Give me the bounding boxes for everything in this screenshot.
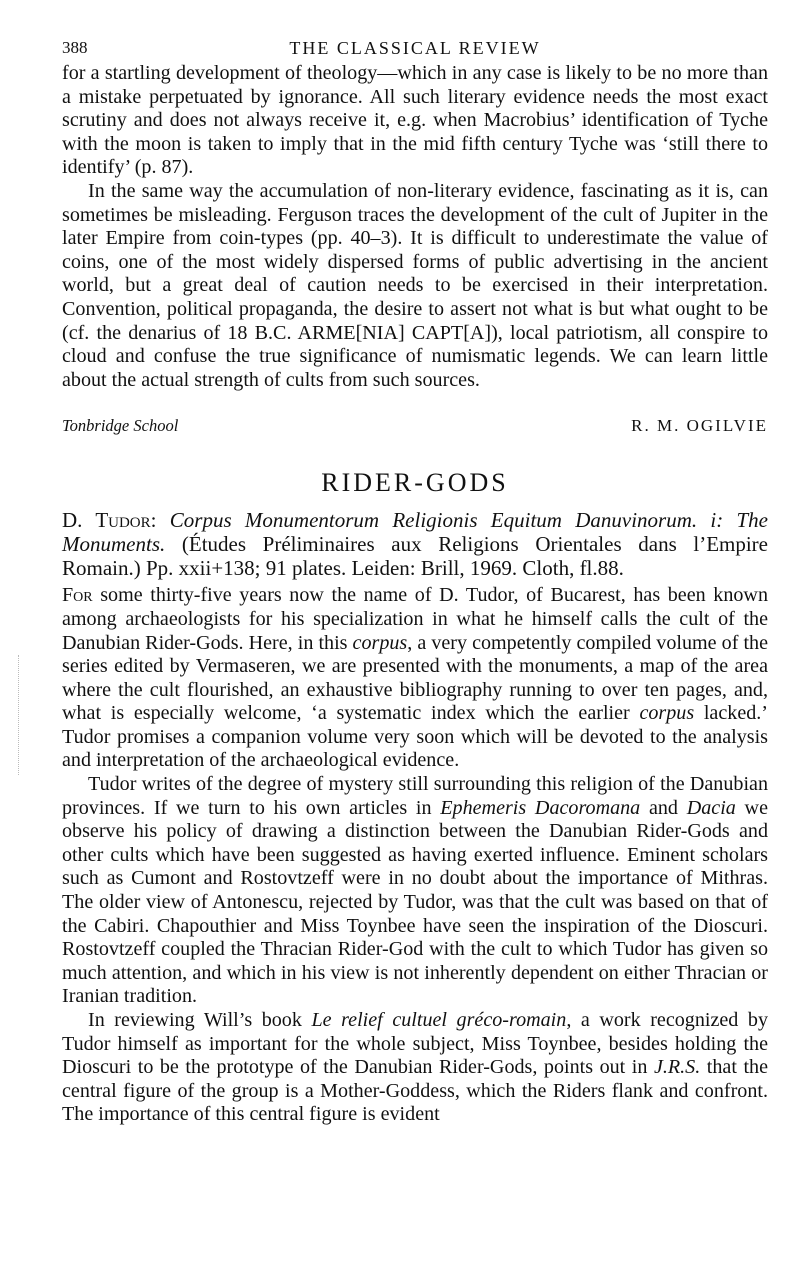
margin-pencil-mark [18, 655, 20, 775]
text-run: In reviewing Will’s book [88, 1009, 312, 1031]
review-signoff [62, 412, 768, 436]
page [62, 32, 768, 1127]
italic-run: corpus [639, 702, 695, 725]
journal-title: THE CLASSICAL REVIEW [289, 38, 541, 58]
review-paragraph-1 [62, 584, 768, 773]
text-run: and [640, 796, 687, 819]
citation-title: Corpus Monumentorum Religionis Equitum Danuvinorum. i: The Monuments. [62, 508, 769, 557]
review-paragraph-3 [62, 1009, 768, 1127]
book-citation [62, 508, 768, 580]
review-paragraph-2 [62, 773, 768, 1009]
page-number: 388 [62, 38, 88, 57]
reviewer-name: R. M. OGILVIE [631, 416, 768, 436]
text-run: lacked.’ Tudor promises a companion volume very soon which will be devoted to the analysis and interpretation of the archaeological evidence. [62, 702, 768, 772]
reviewer-affiliation: Tonbridge School [62, 416, 179, 436]
italic-run: Ephemeris Dacoromana [440, 796, 641, 819]
citation-colon: : [150, 508, 170, 533]
text-run: we observe his policy of drawing a distinction between the Danubian Rider-Gods and other cults which have been suggested as having exerted influence. Eminent scholars such as Cumont and Rostovtzeff were in no doubt about the importance of Mithras. The older view of Antonescu, rejected by Tudor, was that the cult was based on that of the Cabiri. Chapouthier and Miss Toynbee have seen the inspiration of the Dioscuri. Rostovtzeff coupled the Thracian Rider-God with the cult to which Tudor has given so much attention, and which in his view is not inherently dependent on either Thracian or Iranian tradition. [62, 796, 768, 1008]
text-run: , a work recognized by Tudor himself as important for the whole subject, Miss Toynbee, besides holding the Dioscuri to be the prototype of the Danubian Rider-Gods, points out in [62, 1009, 768, 1079]
citation-details: (Études Préliminaires aux Religions Orientales dans l’Empire Romain.) Pp. xxii+138; 91 plates. Leiden: Brill, 1969. Cloth, fl.88. [62, 532, 768, 581]
italic-run: Le relief cultuel gréco-romain [311, 1009, 567, 1031]
text-run: that the central figure of the group is a Mother-Goddess, which the Riders flank and confront. The importance of this central figure is evident [62, 1056, 768, 1126]
text-run: Tudor writes of the degree of mystery still surrounding this religion of the Danubian provinces. If we turn to his own articles in [62, 773, 768, 819]
italic-run: J.R.S. [653, 1056, 701, 1079]
citation-author: D. Tudor [62, 508, 151, 533]
previous-review-paragraph-2: In the same way the accumulation of non-literary evidence, fascinating as it is, can sometimes be misleading. Ferguson traces the development of the cult of Jupiter in the later Empire from coin-types (pp. 40–3). It is difficult to underestimate the value of coins, one of the most widely dispersed forms of public advertising in the ancient world, but a great deal of caution needs to be exercised in their interpretation. Convention, political propaganda, the desire to assert not what is but what ought to be (cf. the denarius of 18 B.C. ARME[NIA] CAPT[A]), local patriotism, all conspire to cloud and confuse the true significance of numismatic legends. We can learn little about the actual strength of cults from such sources. [62, 179, 768, 391]
lead-word: For [62, 584, 93, 607]
previous-review-paragraph-1: for a startling development of theology—which in any case is likely to be no more than a mistake perpetuated by ignorance. All such literary evidence needs the most exact scrutiny and does not always receive it, e.g. when Macrobius’ identification of Tyche with the moon is taken to imply that in the mid fifth century Tyche was ‘still there to identify’ (p. 87). [62, 62, 768, 179]
italic-run: corpus [352, 631, 408, 654]
section-title: RIDER-GODS [321, 468, 509, 498]
text-run: some thirty-five years now the name of D. Tudor, of Bucarest, has been known among archaeologists for his specialization in what he himself calls the cult of the Danubian Rider-Gods. Here, in this [62, 584, 768, 654]
running-head [62, 32, 768, 62]
text-run: , a very competently compiled volume of the series edited by Vermaseren, we are presented with the monuments, a map of the area where the cult flourished, an exhaustive bibliography running to over ten pages, and, what is especially welcome, ‘a systematic index which the earlier [62, 631, 768, 725]
italic-run: Dacia [686, 796, 736, 819]
